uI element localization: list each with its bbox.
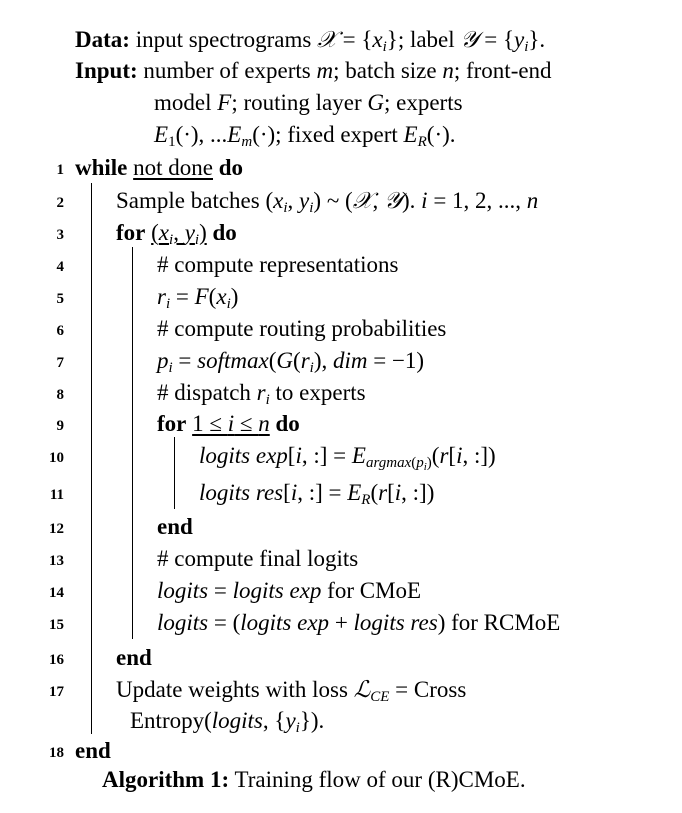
line-number: 9: [56, 418, 64, 434]
algorithm-line: Update weights with loss ℒ$_{CE}$ = Cross: [116, 677, 467, 705]
data-line: [75, 27, 546, 55]
data-label: Data:: [75, 27, 130, 52]
line-number: 16: [49, 652, 64, 668]
algorithm-line: # compute representations: [157, 252, 399, 277]
algorithm-line: logits = (logits exp + logits res) for RCMoE: [157, 610, 561, 635]
algorithm-line: end: [75, 738, 111, 763]
input-line-1: [75, 59, 552, 82]
line-number: 18: [49, 745, 64, 761]
line-number: 1: [56, 162, 64, 178]
algorithm-line: $p_i$ = $softmax(G(r_i)$, dim = −1): [157, 348, 425, 376]
for-outer-block-bar: [132, 247, 133, 639]
line-number: 15: [49, 617, 64, 633]
algorithm-line: logits exp[i, :] = $E_{argmax(p_i)}(r[i$, :]): [199, 443, 496, 473]
algorithm-caption: [102, 768, 526, 791]
line-number: 14: [49, 585, 64, 601]
algorithm-line: Sample batches ($x_i$, $y_i$) ~ (𝒳, 𝒴). i = 1, 2, ..., n: [116, 188, 539, 216]
algorithm-line: for ($x_i$, $y_i$) do: [116, 220, 237, 248]
algorithm-line: logits = logits exp for CMoE: [157, 578, 422, 603]
input-text-1: number of experts m; batch size n; front-end: [137, 58, 552, 83]
line-number: 6: [56, 323, 64, 339]
caption-label: Algorithm 1:: [102, 767, 230, 792]
for-inner-block-bar: [174, 437, 175, 509]
algorithm-line: # dispatch $r_i$ to experts: [157, 380, 366, 408]
algorithm-line: end: [116, 645, 152, 670]
algorithm-line: $r_i = F(x_i)$: [157, 284, 239, 312]
algorithm-line: # compute final logits: [157, 546, 359, 571]
line-number: 7: [56, 355, 64, 371]
algorithm-line: while not done do: [75, 155, 244, 180]
line-number: 5: [56, 291, 64, 307]
line-number: 12: [49, 521, 64, 537]
line-number: 17: [49, 684, 64, 700]
input-line-2: model F; routing layer G; experts: [154, 90, 463, 115]
while-block-bar: [91, 183, 92, 734]
line-number: 8: [56, 387, 64, 403]
line-number: 13: [49, 553, 64, 569]
algorithm-line: # compute routing probabilities: [157, 316, 447, 341]
caption-text: Training flow of our (R)CMoE.: [229, 767, 526, 792]
line-number: 4: [56, 259, 64, 275]
algorithm-line: for 1 ≤ i ≤ n do: [157, 411, 300, 436]
line-number: 2: [56, 195, 64, 211]
algorithm-line: Entropy(logits, $\{y_i\}$).: [130, 708, 325, 736]
line-number: 3: [56, 227, 64, 243]
algorithm-line: logits res[i, :] = $E_R(r[i$, :]): [199, 480, 435, 508]
data-text: input spectrograms 𝒳 = $\{x_i\}$; label 𝒴 = $\{y_i\}$.: [129, 27, 546, 55]
input-label: Input:: [75, 58, 138, 83]
algorithm-line: end: [157, 514, 193, 539]
line-number: 11: [49, 487, 64, 503]
input-line-3: $E_1(\cdot)$, $...E_m(\cdot)$; fixed expert $E_R(\cdot)$.: [154, 122, 456, 150]
line-number: 10: [49, 450, 64, 466]
